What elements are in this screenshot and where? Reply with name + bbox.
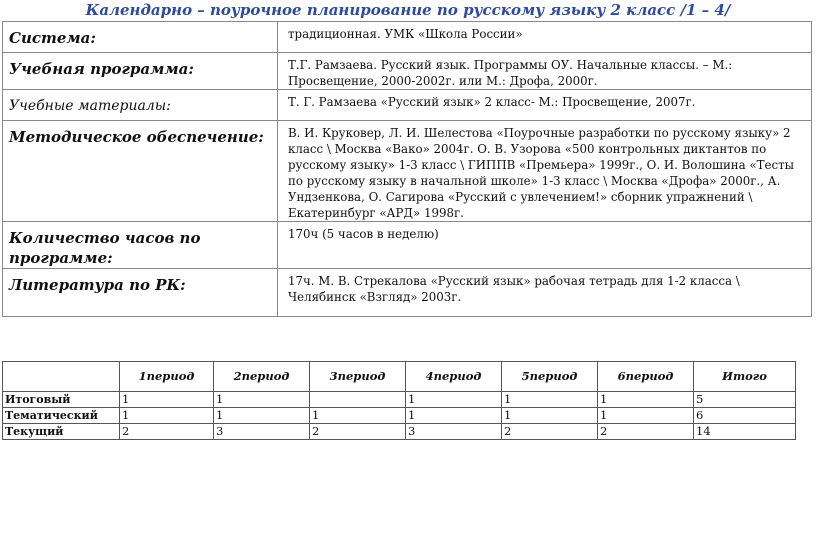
table-row: [3, 424, 796, 440]
info-label: Методическое обеспечение:: [3, 121, 278, 222]
table-cell: 2: [502, 424, 598, 440]
table-cell: 2: [598, 424, 694, 440]
info-value: Т.Г. Рамзаева. Русский язык. Программы ОУ. Начальные классы. – М.: Просвещение, 2000-2002г. или М.: Дрофа, 2000г.: [278, 53, 812, 90]
table-row: [3, 408, 796, 424]
table-row: [3, 392, 796, 408]
table-cell: 5: [694, 392, 796, 408]
table-cell: 3: [406, 424, 502, 440]
column-header: 2период: [214, 362, 310, 392]
table-cell: 1: [214, 392, 310, 408]
table-cell: 1: [310, 408, 406, 424]
table-cell: 6: [694, 408, 796, 424]
periods-table: [2, 361, 796, 440]
table-cell: 1: [120, 408, 214, 424]
info-label: Система:: [3, 22, 278, 53]
info-value: В. И. Круковер, Л. И. Шелестова «Поурочные разработки по русскому языку» 2 класс \ Москва «Вако» 2004г. О. В. Узорова «500 контрольных диктантов по русскому языку» 1-3 класс \ ГИППВ «Премьера» 1999г., О. И. Волошина «Тесты по русскому языку в начальной школе» 1-3 класс \ Москва «Дрофа» 2000г., А. Ундзенкова, О. Сагирова «Русский с увлечением!» сборник упражнений \ Екатеринбург «АРД» 1998г.: [278, 121, 812, 222]
column-header: Итого: [694, 362, 796, 392]
info-value: 17ч. М. В. Стрекалова «Русский язык» рабочая тетрадь для 1-2 класса \ Челябинск «Взгляд» 2003г.: [278, 269, 812, 317]
column-header: 6период: [598, 362, 694, 392]
info-row-methodology: [3, 121, 812, 222]
info-table: [2, 21, 812, 317]
column-header: [3, 362, 120, 392]
row-label: Итоговый: [3, 392, 120, 408]
row-label: Тематический: [3, 408, 120, 424]
table-cell: 1: [120, 392, 214, 408]
table-cell: 1: [598, 392, 694, 408]
table-cell: 3: [214, 424, 310, 440]
info-row-literature: [3, 269, 812, 317]
column-header: 5период: [502, 362, 598, 392]
table-cell: 1: [214, 408, 310, 424]
table-cell: 14: [694, 424, 796, 440]
info-label: Количество часов по программе:: [3, 222, 278, 269]
table-cell: 1: [598, 408, 694, 424]
info-value: Т. Г. Рамзаева «Русский язык» 2 класс- М.: Просвещение, 2007г.: [278, 90, 812, 121]
info-label: Учебная программа:: [3, 53, 278, 90]
info-row-materials: [3, 90, 812, 121]
info-label: Литература по РК:: [3, 269, 278, 317]
column-header: 1период: [120, 362, 214, 392]
info-label: Учебные материалы:: [3, 90, 278, 121]
column-header: 4период: [406, 362, 502, 392]
table-cell: 2: [120, 424, 214, 440]
periods-header-row: [3, 362, 796, 392]
table-cell: 2: [310, 424, 406, 440]
info-value: 170ч (5 часов в неделю): [278, 222, 812, 269]
table-cell: 1: [502, 408, 598, 424]
info-row-program: [3, 53, 812, 90]
info-value: традиционная. УМК «Школа России»: [278, 22, 812, 53]
table-cell: [310, 392, 406, 408]
table-cell: 1: [406, 408, 502, 424]
info-row-system: [3, 22, 812, 53]
row-label: Текущий: [3, 424, 120, 440]
column-header: 3период: [310, 362, 406, 392]
table-cell: 1: [502, 392, 598, 408]
info-row-hours: [3, 222, 812, 269]
table-cell: 1: [406, 392, 502, 408]
page-title: Календарно – поурочное планирование по русскому языку 2 класс /1 – 4/: [85, 1, 731, 19]
